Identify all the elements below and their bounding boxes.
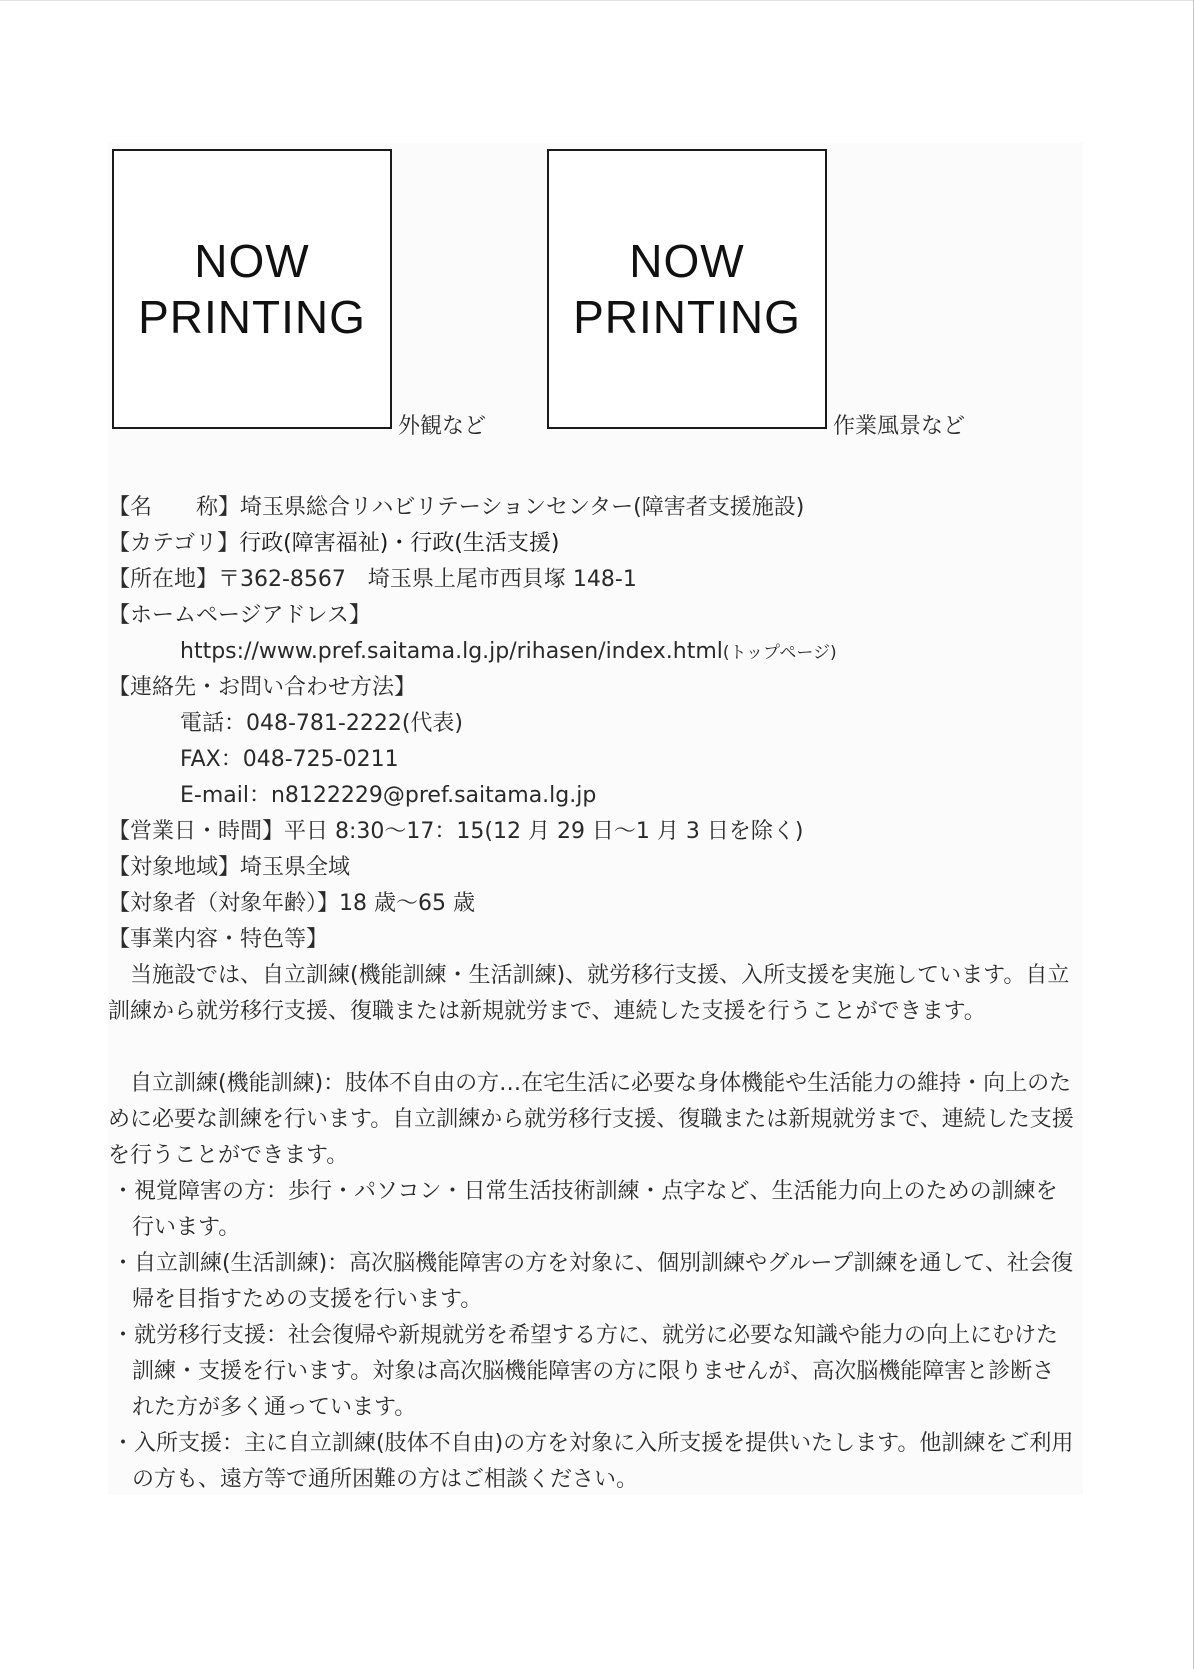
phone-line: 電話：048-781-2222(代表)	[180, 711, 464, 736]
category-value: 行政(障害福祉)・行政(生活支援)	[239, 531, 560, 556]
homepage-line	[180, 637, 837, 668]
target-persons: 【対象者（対象年齢）】18 歳～65 歳	[108, 891, 475, 916]
fax-line: FAX：048-725-0211	[180, 747, 399, 772]
category-line	[108, 529, 559, 559]
business-hours: 【営業日・時間】平日 8:30～17：15(12 月 29 日～1 月 3 日を除く)	[108, 819, 804, 844]
employment-support-bullet: ・就労移行支援：社会復帰や新規就労を希望する方に、就労に必要な知識や能力の向上にむけた訓練・支援を行います。対象は高次脳機能障害の方に限りませんが、高次脳機能障害と診断された方が多く通っています。	[112, 1323, 1059, 1420]
contact-label: 【連絡先・お問い合わせ方法】	[108, 675, 417, 700]
business-label: 【事業内容・特色等】	[108, 927, 329, 952]
intro-paragraph: 当施設では、自立訓練(機能訓練・生活訓練)、就労移行支援、入所支援を実施しています。自立訓練から就労移行支援、復職または新規就労まで、連続した支援を行うことができます。	[108, 963, 1070, 1024]
homepage-note: (トップページ)	[722, 643, 837, 663]
visual-impairment-bullet: ・視覚障害の方：歩行・パソコン・日常生活技術訓練・点字など、生活能力向上のための訓練を行います。	[112, 1179, 1058, 1240]
life-training-bullet: ・自立訓練(生活訓練)：高次脳機能障害の方を対象に、個別訓練やグループ訓練を通して、社会復帰を目指すための支援を行います。	[112, 1251, 1073, 1312]
placeholder-text-line1: NOW	[194, 235, 310, 287]
exterior-photo-caption: 外観など	[398, 414, 487, 439]
functional-training-paragraph: 自立訓練(機能訓練)：肢体不自由の方…在宅生活に必要な身体機能や生活能力の維持・向上のために必要な訓練を行います。自立訓練から就労移行支援、復職または新規就労まで、連続した支援を行うことができます。	[108, 1071, 1074, 1168]
email-line[interactable]: E-mail：n8122229@pref.saitama.lg.jp	[180, 783, 597, 808]
homepage-url[interactable]: https://www.pref.saitama.lg.jp/rihasen/index.html	[180, 639, 723, 664]
target-area: 【対象地域】埼玉県全域	[108, 855, 351, 880]
placeholder-text-line2: PRINTING	[138, 291, 366, 343]
category-label: 【カテゴリ】	[108, 531, 240, 556]
exterior-photo-placeholder	[112, 149, 392, 429]
work-scene-photo-caption: 作業風景など	[833, 414, 966, 439]
facility-name: 【名 称】埼玉県総合リハビリテーションセンター(障害者支援施設)	[108, 495, 805, 520]
page-top-edge	[0, 0, 1194, 1]
placeholder-text-line2: PRINTING	[573, 291, 801, 343]
homepage-label: 【ホームページアドレス】	[108, 603, 371, 628]
address-line: 【所在地】〒362-8567 埼玉県上尾市西貝塚 148-1	[108, 567, 637, 592]
residential-support-bullet: ・入所支援：主に自立訓練(肢体不自由)の方を対象に入所支援を提供いたします。他訓練をご利用の方も、遠方等で通所困難の方はご相談ください。	[112, 1431, 1074, 1492]
work-scene-photo-placeholder	[547, 149, 827, 429]
placeholder-text-line1: NOW	[629, 235, 745, 287]
